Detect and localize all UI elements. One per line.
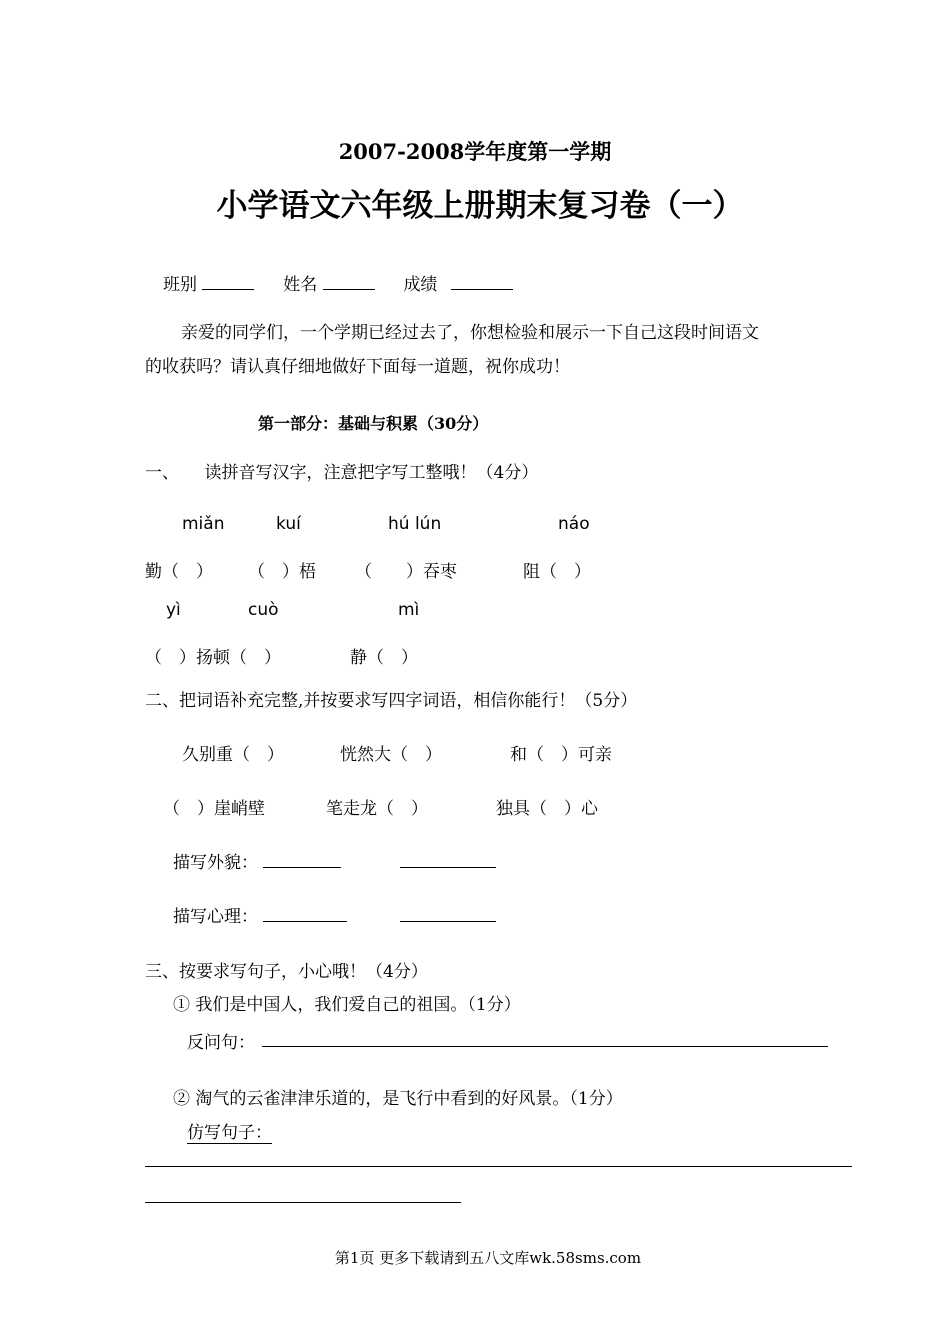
name-blank[interactable] [323, 273, 375, 290]
q2-word-1[interactable]: 久别重（ ） [182, 745, 284, 765]
q1-pinyin-2: kuí [276, 514, 301, 534]
q3-item2-prompt-row [187, 1118, 272, 1144]
mind-label: 描写心理： [173, 907, 258, 927]
q1-char-3[interactable]: （ ）吞枣 [355, 562, 457, 582]
q1-char-2[interactable]: （ ）梧 [248, 562, 316, 582]
score-label: 成绩 [403, 275, 438, 295]
q1-pinyin-3: hú lún [388, 514, 442, 534]
intro-line-2: 的收获吗？请认真仔细地做好下面每一道题，祝你成功！ [145, 357, 570, 377]
q1-pinyin-6: cuò [248, 600, 279, 620]
mind-blank-1[interactable] [263, 905, 347, 922]
part1-title: 第一部分：基础与积累（30分） [258, 414, 489, 433]
q3-item2-answer-line-1[interactable] [145, 1166, 852, 1167]
mind-blank-2[interactable] [400, 905, 496, 922]
document-title: 小学语文六年级上册期末复习卷（一） [216, 188, 744, 224]
q2-appearance-row [173, 848, 496, 873]
page-footer: 第1页 更多下载请到五八文库wk.58sms.com [334, 1249, 642, 1267]
q1-char-6[interactable]: 静（ ） [350, 648, 418, 668]
score-blank[interactable] [451, 273, 513, 290]
q2-mind-row [173, 902, 496, 927]
q1-title: 一、 读拼音写汉字，注意把字写工整哦！（4分） [145, 463, 539, 483]
q1-char-1[interactable]: 勤（ ） [145, 562, 213, 582]
q2-word-5[interactable]: 笔走龙（ ） [326, 799, 428, 819]
intro-line-1: 亲爱的同学们，一个学期已经过去了，你想检验和展示一下自己这段时间语文 [181, 323, 759, 343]
q2-word-3[interactable]: 和（ ）可亲 [510, 745, 612, 765]
name-label: 姓名 [283, 275, 318, 295]
class-label: 班别 [163, 275, 197, 295]
q2-word-4[interactable]: （ ）崖峭壁 [163, 799, 265, 819]
q1-pinyin-1: miǎn [182, 514, 225, 534]
q3-item-1: ① 我们是中国人，我们爱自己的祖国。（1分） [173, 995, 521, 1015]
class-blank[interactable] [202, 273, 254, 290]
q1-pinyin-7: mì [398, 600, 420, 620]
q3-item2-prompt: 仿写句子： [187, 1118, 272, 1144]
info-line [163, 270, 513, 295]
q1-pinyin-4: náo [558, 514, 590, 534]
q2-word-6[interactable]: 独具（ ）心 [496, 799, 598, 819]
q3-item-2: ② 淘气的云雀津津乐道的，是飞行中看到的好风景。（1分） [173, 1089, 623, 1109]
q1-char-5[interactable]: （ ）扬顿（ ） [145, 648, 281, 668]
appearance-label: 描写外貌： [173, 853, 258, 873]
q1-pinyin-5: yì [166, 600, 181, 620]
q3-item2-answer-line-2[interactable] [145, 1202, 461, 1203]
q3-item1-prompt: 反问句： [187, 1033, 255, 1053]
appearance-blank-2[interactable] [400, 851, 496, 868]
q1-char-4[interactable]: 阻（ ） [523, 562, 591, 582]
document-subtitle: 2007-2008学年度第一学期 [338, 139, 612, 164]
q3-item1-answer-line[interactable] [262, 1046, 828, 1047]
q2-word-2[interactable]: 恍然大（ ） [340, 745, 442, 765]
q3-title: 三、按要求写句子，小心哦！（4分） [145, 962, 428, 982]
appearance-blank-1[interactable] [263, 851, 341, 868]
q2-title: 二、把词语补充完整,并按要求写四字词语，相信你能行！（5分） [145, 691, 638, 711]
